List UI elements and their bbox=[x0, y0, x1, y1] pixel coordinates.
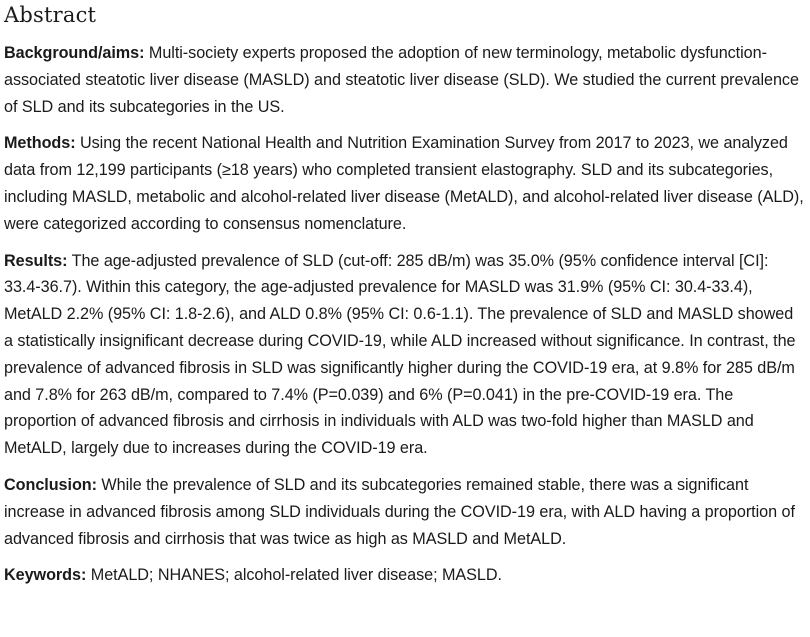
background-label: Background/aims: bbox=[4, 44, 145, 62]
keywords-text: MetALD; NHANES; alcohol-related liver disease; MASLD. bbox=[86, 566, 502, 585]
conclusion-text: While the prevalence of SLD and its subcategories remained stable, there was a significant increase in advanced fibrosis among SLD individuals during the COVID-19 era, with ALD having a proportion of advanced fibrosis and cirrhosis that was twice as high as MASLD and MetALD. bbox=[4, 475, 795, 548]
keywords-paragraph bbox=[4, 562, 806, 589]
keywords-label: Keywords: bbox=[4, 566, 87, 585]
results-paragraph bbox=[4, 248, 806, 462]
methods-text: Using the recent National Health and Nutrition Examination Survey from 2017 to 2023, we analyzed data from 12,199 participants (≥18 years) who completed transient elastography. SLD and its subcategories, including MASLD, metabolic and alcohol-related liver disease (MetALD), and alcohol-related liver disease (ALD), were categorized according to consensus nomenclature. bbox=[4, 134, 804, 233]
abstract-heading: Abstract bbox=[4, 3, 97, 27]
background-text: Multi-society experts proposed the adoption of new terminology, metabolic dysfunction-associated steatotic liver disease (MASLD) and steatotic liver disease (SLD). We studied the current prevalence of SLD and its subcategories in the US. bbox=[4, 44, 799, 116]
conclusion-label: Conclusion: bbox=[4, 475, 97, 494]
methods-paragraph bbox=[4, 130, 806, 237]
results-text: The age-adjusted prevalence of SLD (cut-off: 285 dB/m) was 35.0% (95% confidence interval [CI]: 33.4-36.7). Within this category, the age-adjusted prevalence for MASLD was 31.9% (95% CI: 30.4-33.4), MetALD 2.2% (95% CI: 1.8-2.6), and ALD 0.8% (95% CI: 0.6-1.1). The prevalence of SLD and MASLD showed a statistically insignificant decrease during COVID-19, while ALD increased without significance. In contrast, the prevalence of advanced fibrosis in SLD was significantly higher during the COVID-19 era, at 9.8% for 285 dB/m and 7.8% for 263 dB/m, compared to 7.4% (P=0.039) and 6% (P=0.041) in the pre-COVID-19 era. The proportion of advanced fibrosis and cirrhosis in individuals with ALD was two-fold higher than MASLD and MetALD, largely due to increases during the COVID-19 era. bbox=[4, 251, 796, 458]
methods-label: Methods: bbox=[4, 134, 76, 153]
background-paragraph bbox=[4, 40, 806, 120]
conclusion-paragraph bbox=[4, 472, 806, 552]
results-label: Results: bbox=[4, 251, 68, 270]
abstract-section bbox=[4, 0, 806, 589]
